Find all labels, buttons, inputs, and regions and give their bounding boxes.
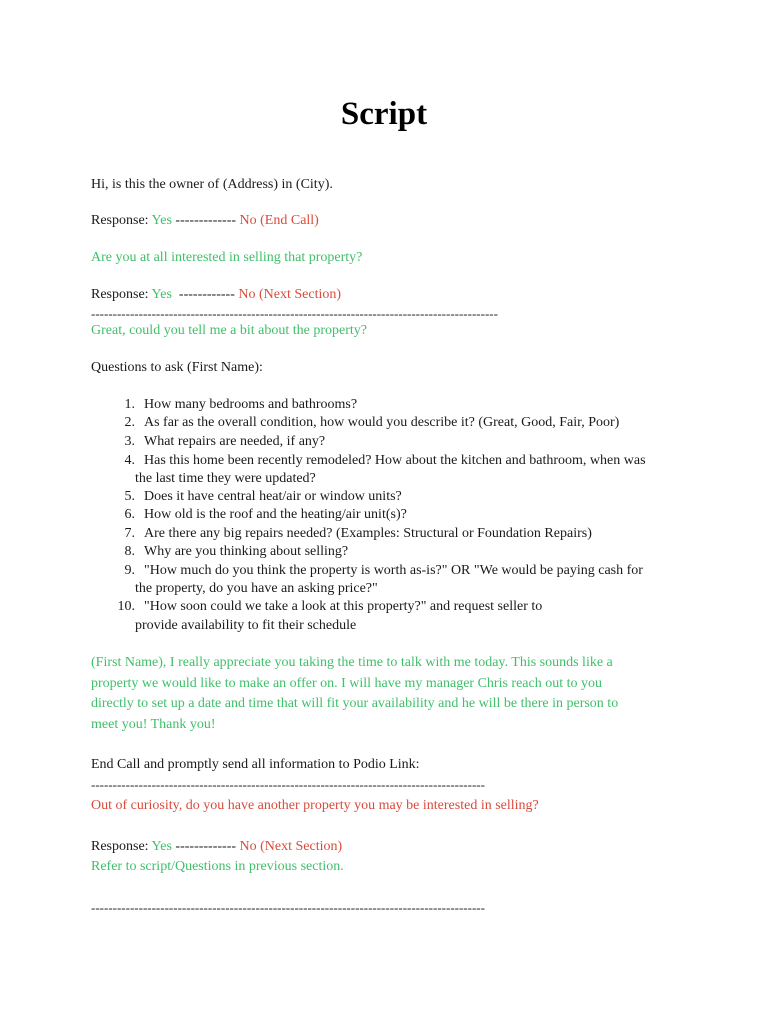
closing-paragraph-line: directly to set up a date and time that will fit your availability and he will be there in person to [91, 696, 619, 711]
list-item: 1. How many bedrooms and bathrooms? [124, 397, 358, 412]
list-item: 5. Does it have central heat/air or window units? [124, 489, 402, 504]
response-no: No (Next Section) [239, 839, 343, 854]
list-item: 6. How old is the roof and the heating/air unit(s)? [124, 507, 407, 522]
response-yes: Yes [151, 287, 172, 302]
page-title: Script [340, 96, 428, 132]
closing-paragraph-line: property we would like to make an offer on. I will have my manager Chris reach out to you [91, 676, 602, 691]
response-label: Response: [91, 839, 152, 854]
closing-paragraph-line: (First Name), I really appreciate you taking the time to talk with me today. This sounds like a [91, 655, 613, 670]
list-item: 8. Why are you thinking about selling? [124, 544, 349, 559]
response-separator: ------------- [171, 839, 240, 854]
list-item: 3. What repairs are needed, if any? [124, 434, 326, 449]
response-no: No (Next Section) [238, 287, 342, 302]
divider-rule-1: ---------------------------------------------------------------------------------------------- [91, 306, 498, 321]
closing-paragraph-line: meet you! Thank you! [91, 717, 216, 732]
list-item-continuation: provide availability to fit their schedule [135, 618, 357, 633]
response-separator: ------------ [171, 287, 239, 302]
divider-rule-3: ------------------------------------------------------------------------------------------- [91, 900, 485, 915]
response-line-1 [91, 212, 319, 230]
list-item: 7. Are there any big repairs needed? (Examples: Structural or Foundation Repairs) [124, 526, 592, 541]
questions-header: Questions to ask (First Name): [91, 360, 263, 375]
greeting-line: Hi, is this the owner of (Address) in (City). [91, 177, 333, 192]
response-line-3 [91, 838, 342, 856]
list-item-continuation: the property, do you have an asking price?" [135, 581, 378, 596]
divider-rule-2: ------------------------------------------------------------------------------------------- [91, 777, 485, 792]
list-item-continuation: the last time they were updated? [135, 471, 316, 486]
response-no: No (End Call) [239, 213, 319, 228]
list-item: 2. As far as the overall condition, how would you describe it? (Great, Good, Fair, Poor) [124, 415, 620, 430]
response-line-2 [91, 286, 341, 304]
response-separator: ------------- [171, 213, 240, 228]
end-call-instruction: End Call and promptly send all information to Podio Link: [91, 757, 420, 772]
another-property-question: Out of curiosity, do you have another property you may be interested in selling? [91, 798, 539, 813]
response-yes: Yes [151, 213, 172, 228]
refer-note: Refer to script/Questions in previous section. [91, 859, 344, 874]
response-yes: Yes [151, 839, 172, 854]
list-item: 4. Has this home been recently remodeled? How about the kitchen and bathroom, when was [124, 453, 646, 468]
response-label: Response: [91, 287, 152, 302]
list-item: 10. "How soon could we take a look at this property?" and request seller to [117, 599, 543, 614]
property-prompt: Great, could you tell me a bit about the property? [91, 323, 368, 338]
list-item: 9. "How much do you think the property is worth as-is?" OR "We would be paying cash for [124, 563, 643, 578]
interest-question: Are you at all interested in selling that property? [91, 250, 363, 265]
response-label: Response: [91, 213, 152, 228]
